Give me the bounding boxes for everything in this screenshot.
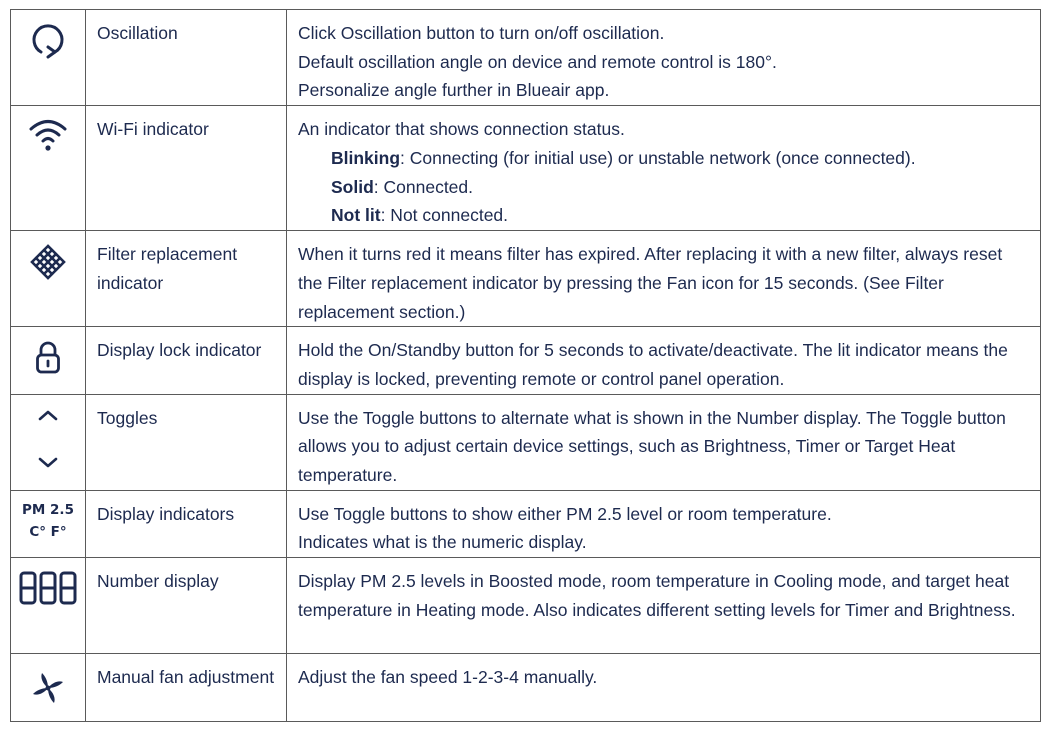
number-display-icon <box>18 570 78 606</box>
description-line: Click Oscillation button to turn on/off oscillation. <box>298 23 665 43</box>
temperature-unit-label: C° F° <box>29 523 67 540</box>
status-blinking <box>298 144 1030 173</box>
feature-description <box>287 106 1041 231</box>
status-label: Not lit <box>331 205 381 226</box>
display-indicators-icon <box>11 491 85 543</box>
chevron-up-icon <box>28 404 68 428</box>
filter-icon <box>26 240 70 284</box>
chevron-down-icon <box>28 450 68 474</box>
feature-name: Display lock indicator <box>86 327 287 394</box>
status-text: : Connected. <box>373 176 474 197</box>
feature-description: Use the Toggle buttons to alternate what is shown in the Number display. The Toggle button allows you to adjust certain device settings, such as Brightness, Timer or Target Heat temperature. <box>287 394 1041 490</box>
feature-description <box>287 10 1041 106</box>
table-row <box>11 490 1041 557</box>
table-row <box>11 654 1041 722</box>
status-text: : Not connected. <box>380 205 509 226</box>
status-label: Solid <box>331 176 374 197</box>
description-line: An indicator that shows connection status. <box>298 119 625 140</box>
feature-description: Adjust the fan speed 1-2-3-4 manually. <box>287 654 1041 722</box>
fan-icon <box>26 666 70 710</box>
feature-description <box>287 490 1041 557</box>
description-line: Indicates what is the numeric display. <box>298 532 587 553</box>
table-row <box>11 327 1041 394</box>
table-row <box>11 558 1041 654</box>
feature-table <box>10 9 1041 722</box>
oscillation-icon <box>26 19 70 63</box>
description-line: Personalize angle further in Blueair app. <box>298 80 610 101</box>
feature-name: Display indicators <box>86 490 287 557</box>
feature-name: Manual fan adjustment <box>86 654 287 722</box>
table-row <box>11 394 1041 490</box>
feature-description: Hold the On/Standby button for 5 seconds to activate/deactivate. The lit indicator means the display is locked, preventing remote or control panel operation. <box>287 327 1041 394</box>
feature-name: Oscillation <box>86 10 287 106</box>
pm-label: PM 2.5 <box>22 501 74 518</box>
status-solid <box>298 173 1030 202</box>
table-row <box>11 231 1041 327</box>
feature-description: When it turns red it means filter has expired. After replacing it with a new filter, always reset the Filter replacement indicator by pressing the Fan icon for 15 seconds. (See Filter replacement section.) <box>287 231 1041 327</box>
feature-name: Toggles <box>86 394 287 490</box>
lock-icon <box>26 335 70 379</box>
feature-name: Wi-Fi indicator <box>86 106 287 231</box>
table-row <box>11 10 1041 106</box>
feature-name: Filter replacement indicator <box>86 231 287 327</box>
status-text: : Connecting (for initial use) or unstable network (once connected). <box>400 147 916 168</box>
table-row <box>11 106 1041 231</box>
wifi-icon <box>26 112 70 156</box>
status-label: Blinking <box>331 147 401 168</box>
feature-name: Number display <box>86 558 287 654</box>
status-not-lit <box>298 201 1030 230</box>
description-line: Use Toggle buttons to show either PM 2.5 level or room temperature. <box>298 503 832 524</box>
description-line: Default oscillation angle on device and remote control is 180°. <box>298 51 777 72</box>
feature-description: Display PM 2.5 levels in Boosted mode, room temperature in Cooling mode, and target heat temperature in Heating mode. Also indicates different setting levels for Timer and Brightness. <box>287 558 1041 654</box>
